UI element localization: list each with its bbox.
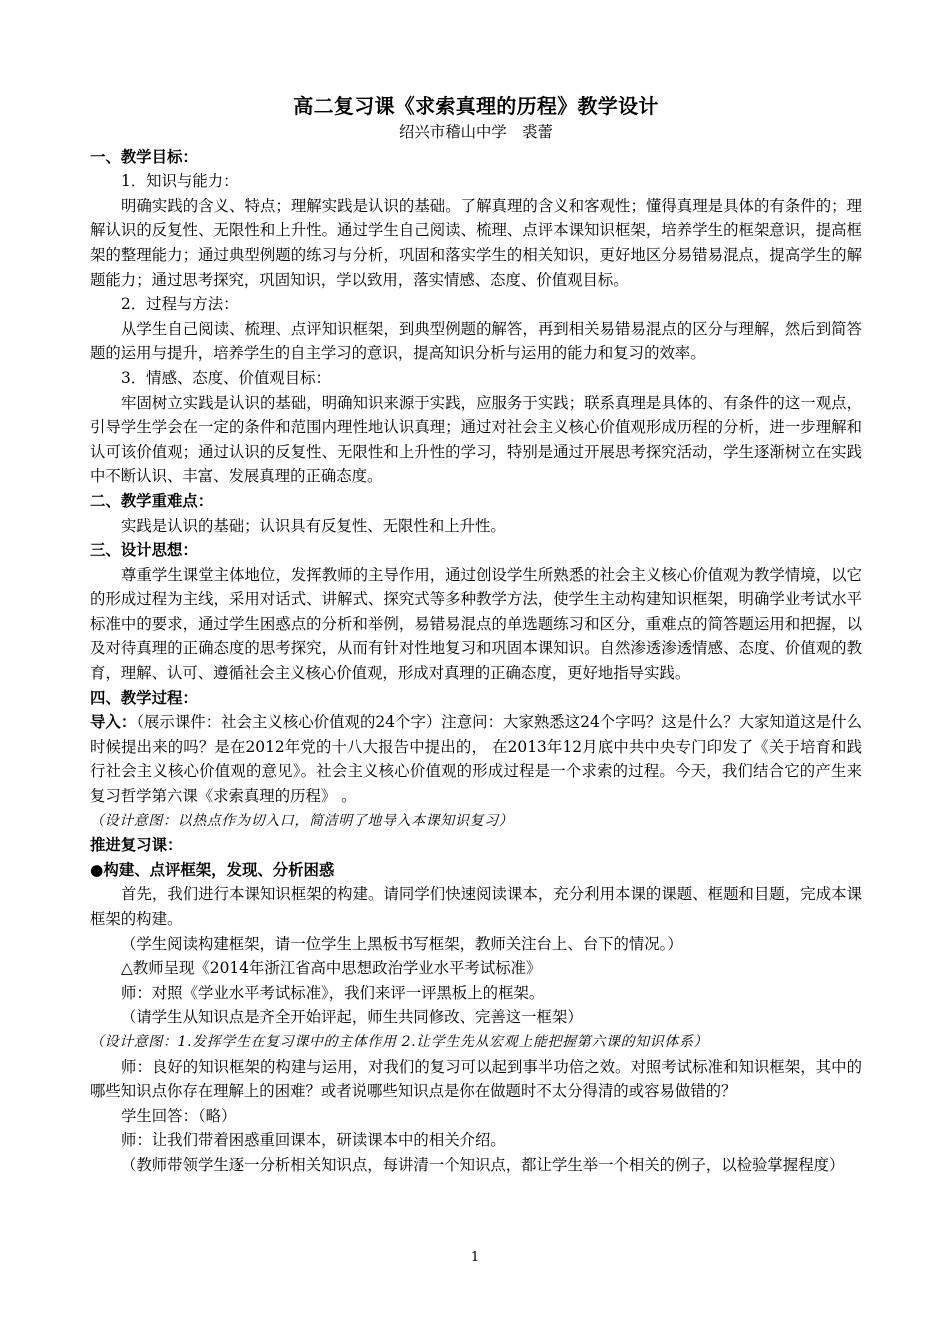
advance-heading: 推进复习课： <box>90 836 183 855</box>
paragraph-teacher-analysis: （教师带领学生逐一分析相关知识点，每讲清一个知识点，都让学生举一个相关的例子，以检验掌握程度） <box>121 1155 845 1174</box>
paragraph-student-review: （请学生从知识点是齐全开始评起，师生共同修改、完善这一框架） <box>121 1008 583 1027</box>
subheading-values: 3．情感、态度、价值观目标： <box>121 368 331 387</box>
author-line: 绍兴市稽山中学 裘蕾 <box>399 123 553 141</box>
paragraph-student-activity: （学生阅读构建框架，请一位学生上黑板书写框架，教师关注台上、台下的情况。） <box>121 934 683 953</box>
design-intent-note-2: （设计意图：1.发挥学生在复习课中的主体作用 2.让学生先从宏观上能把握第六课的知识体系） <box>90 1033 709 1050</box>
subheading-knowledge: 1．知识与能力： <box>121 172 239 191</box>
paragraph-teacher-present: △教师呈现《2014年浙江省高中思想政治学业水平考试标准》 <box>121 959 542 978</box>
section-heading-objectives: 一、教学目标： <box>90 147 198 166</box>
section-heading-process: 四、教学过程： <box>90 688 198 707</box>
paragraph-framework: 首先，我们进行本课知识框架的构建。请同学们快速阅读课本，充分利用本课的课题、框题和目题，完成本课框架的构建。 <box>90 885 862 928</box>
paragraph-teacher-question: 师：良好的知识框架的构建与运用，对我们的复习可以起到事半功倍之效。对照考试标准和知识框架，其中的哪些知识点你存在理解上的困难？或者说哪些知识点是你在做题时不太分得清的或容易做错的？ <box>90 1057 862 1101</box>
paragraph-teacher-guide: 师：让我们带着困惑重回课本，研读课本中的相关介绍。 <box>121 1131 506 1150</box>
design-intent-note: （设计意图：以热点作为切入口，简洁明了地导入本课知识复习） <box>90 812 514 829</box>
document-page <box>90 92 862 1178</box>
paragraph-values: 牢固树立实践是认识的基础，明确知识来源于实践，应服务于实践；联系真理是具体的、有条件的这一观点，引导学生学会在一定的条件和范围内理性地认识真理；通过对社会主义核心价值观形成历程的分析，进一步理解和认可该价值观；通过认识的反复性、无限性和上升性的学习，特别是通过开展思考探究活动，学生逐渐树立在实践中不断认识、丰富、发展真理的正确态度。 <box>90 393 862 486</box>
intro-label: 导入： <box>90 713 137 732</box>
paragraph-design: 尊重学生课堂主体地位，发挥教师的主导作用，通过创设学生所熟悉的社会主义核心价值观为教学情境，以它的形成过程为主线，采用对话式、讲解式、探究式等多种教学方法，使学生主动构建知识框架，明确学业考试水平标准中的要求，通过学生困惑点的分析和举例，易错易混点的单选题练习和区分，重难点的简答题运用和把握，以及对待真理的正确态度的思考探究，从而有针对性地复习和巩固本课知识。自然渗透渗透情感、态度、价值观的教育，理解、认可、遵循社会主义核心价值观，形成对真理的正确态度，更好地指导实践。 <box>90 565 862 683</box>
paragraph-process: 从学生自己阅读、梳理、点评知识框架，到典型例题的解答，再到相关易错易混点的区分与理解，然后到简答题的运用与提升，培养学生的自主学习的意识，提高知识分析与运用的能力和复习的效率。 <box>90 319 862 363</box>
paragraph-student-answer: 学生回答：（略） <box>121 1106 237 1125</box>
paragraph-knowledge: 明确实践的含义、特点；理解实践是认识的基础。了解真理的含义和客观性；懂得真理是具体的有条件的；理解认识的反复性、无限性和上升性。通过学生自己阅读、梳理、点评本课知识框架，培养学生的框架意识，提高框架的整理能力；通过典型例题的练习与分析，巩固和落实学生的相关知识，更好地区分易错易混点，提高学生的解题能力；通过思考探究，巩固知识，学以致用，落实情感、态度、价值观目标。 <box>90 196 862 289</box>
section-heading-design: 三、设计思想： <box>90 541 198 560</box>
page-number: 1 <box>470 1250 480 1265</box>
paragraph-intro <box>90 710 862 808</box>
subheading-process: 2．过程与方法： <box>121 295 239 314</box>
paragraph-key-points: 实践是认识的基础；认识具有反复性、无限性和上升性。 <box>121 516 506 535</box>
document-title: 高二复习课《求索真理的历程》教学设计 <box>293 94 659 118</box>
section-heading-key-points: 二、教学重难点： <box>90 491 214 510</box>
paragraph-teacher-review: 师：对照《学业水平考试标准》，我们来评一评黑板上的框架。 <box>121 983 545 1002</box>
intro-text: （展示课件：社会主义核心价值观的24个字）注意问：大家熟悉这24个字吗？这是什么？大家知道这是什么时候提出来的吗？是在2012年党的十八大报告中提出的， 在2013年12月底中共中央专门印发了《关于培育和践行社会主义核心价值观的意见》。社会主义核心价值观的形成过程是一个求索的过程。今天，我们结合它的产生来复习哲学第六课《求索真理的历程》 。 <box>90 713 862 806</box>
bullet-heading: ●构建、点评框架，发现、分析困惑 <box>90 860 335 879</box>
